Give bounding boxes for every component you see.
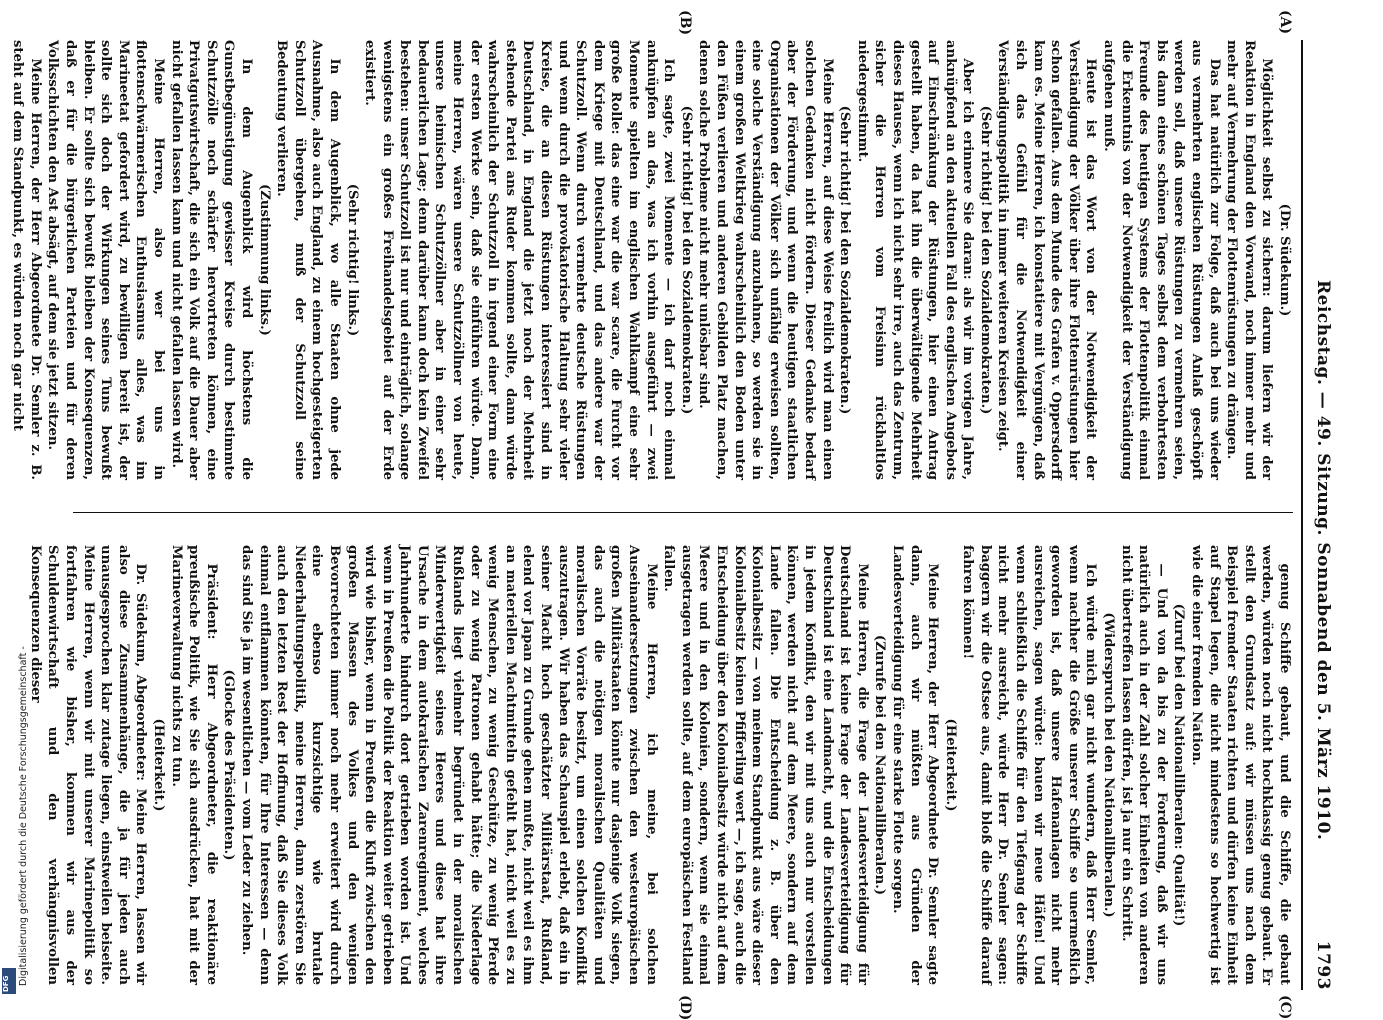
column-divider: [73, 512, 1293, 513]
margin-marker-a: (A): [1277, 10, 1293, 35]
paragraph: (Widerspruch bei den Nationalliberalen.): [1101, 612, 1117, 918]
paragraph: (Zuruf bei den Nationalliberalen: Qualität!): [1171, 603, 1187, 927]
paragraph: Meine Herren, also wer bei uns in flottenschwärmerischen Enthusiasmus alles, was im Marineetat gefordert wird, zu bewilligen bereit ist, der sollte sich doch der Wirkungen seines Tuns bewußt bleiben. Er sollte sich bewußt bleiben der Konsequenzen, daß er für die bürgerlichen Parteien und für deren Volksschichten den Ast absägt, auf dem sie jetzt sitzen.: [45, 40, 166, 480]
paragraph: (Sehr richtig! bei den Sozialdemokraten.): [837, 105, 853, 415]
paragraph: (Zustimmung links.): [256, 184, 272, 336]
paragraph: Meine Herren, der Herr Abgeordnete Dr. Semler z. B. steht auf dem Standpunkt, es würden noch gar nicht: [10, 40, 43, 480]
paragraph: Meine Herren, ich meine, bei solchen Auseinandersetzungen zwischen den westeuropäischen großen Militärstaaten könnte nur dasjenige Volk siegen, das auch die nötigen moralischen Qualitäten und moralischen Vorräte besitzt, um einen solchen Konflikt auszutragen. Wir haben das Schauspiel erlebt, daß ein in seiner Macht hoch geschätzter Militärstaat, Rußland, elend vor Japan zu Grunde gehen mußte, nicht weil es ihm an materiellen Machtmitteln gefehlt hat, nicht weil es zu wenig Menschen, zu wenig Geschütze, zu wenig Pferde oder zu wenig Patronen gehabt hätte; die Niederlage Rußlands liegt vielmehr begründet in der moralischen Minderwertigkeit seines Heeres und diese hat ihre Ursache in dem autokratischen Zarenregiment, welches Jahrhunderte hindurch dort getrieben worden ist. Und wenn in Preußen die Politik der Reaktion weiter getrieben wird wie bisher, wenn in Preußen die Kluft zwischen den großen Massen des Volkes und den wenigen Bevorrechteten immer noch mehr erweitert wird durch eine ebenso kurzsichtige wie brutale Niederhaltungspolitik, meine Herren, dann zerstören Sie auch den letzten Rest der Hoffnung, daß Sie dieses Volk einmal entflammen könnten, für Ihre Interessen — denn das sind Sie ja im wesentlichen — vom Leder zu ziehen.: [238, 545, 659, 985]
paragraph: Möglichkeit selbst zu sichern: darum liefern wir der Reaktion in England den Vorwand, noch immer mehr und mehr auf Vermehrung der Flottenrüstungen zu drängen.: [1224, 40, 1275, 480]
paragraph: Ich würde mich gar nicht wundern, daß Herr Semler, wenn nachher die Größe unserer Schiffe so unermeßlich geworden ist, daß unsere Hafenanlagen nicht mehr ausreichen, sagen würde: bauen wir neue Häfen! Und wenn schließlich die Schiffe für den Tiefgang der Schiffe nicht mehr ausreicht, würde Herr Dr. Semler sagen: baggern wir die Ostsee aus, damit bloß die Schiffe darauf fahren können!: [960, 545, 1099, 985]
paragraph: (Heiterkeit.): [151, 718, 166, 812]
header-title: Reichstag. — 49. Sitzung. Sonnabend den 5. März 1910.: [1313, 280, 1333, 841]
paragraph: (Heiterkeit.): [942, 718, 958, 812]
margin-marker-c: (C): [1277, 995, 1293, 1020]
paragraph: Meine Herren, auf diese Weise freilich wird man einen solchen Gedanken nicht fördern. Dieser Gedanke bedarf aber der Förderung, und wenn die heutigen staatlichen Organisationen der Völker sich unfähig erweisen sollten, eine solche Verständigung anzubahnen, so werden sie in einem großen Weltkrieg wahrscheinlich den Boden unter den Füßen verlieren und anderen Gebilden Platz machen, denen solche Probleme nicht mehr unlösbar sind.: [696, 40, 835, 480]
paragraph: genug Schiffe gebaut, und die Schiffe, die gebaut werden, würden noch nicht hochklassig genug gebaut. Er stellt den Grundsatz auf: wir müssen uns nach dem Beispiel fremder Staaten richten und dürfen keine Einheit auf Stapel legen, die nicht mindestens so hochwertig ist wie die einer fremden Nation.: [1189, 545, 1292, 985]
left-text-column: [9, 40, 1293, 480]
paragraph: Präsident: Herr Abgeordneter, die reaktionäre preußische Politik, wie Sie sich ausdrücken, hat mit der Marineverwaltung nichts zu tun.: [168, 545, 219, 985]
margin-marker-d: (D): [677, 995, 693, 1020]
header-rule: [1301, 40, 1303, 990]
paragraph: (Glocke des Präsidenten.): [221, 669, 237, 861]
paragraph: (Zurufe bei den Nationalliberalen.): [872, 634, 888, 896]
paragraph: Meine Herren, die Frage der Landesverteidigung für Deutschland ist keine Frage der Landesverteidigung für Deutschland ist eine Landmacht, und die Entscheidungen in jedem Konflikt, den wir mit uns auch nur vorstellen können, werden nicht auf dem Meere, sondern auf dem Lande fallen. Die Entscheidung z. B. über den Kolonialbesitz — von meinem Standpunkt aus wäre dieser Kolonialbesitz keinen Pfifferling wert —, ich sage, auch die Entscheidung über den Kolonialbesitz würde nicht auf dem Meere und in den Kolonien, sondern, wenn sie einmal ausgetragen werden sollte, auf dem europäischen Festland fallen.: [661, 545, 870, 986]
paragraph: Heute ist das Wort von der Notwendigkeit der Verständigung der Völker über ihre Flottenrüstungen hier schon gefallen. Aus dem Munde des Grafen v. Oppersdorff kam es. Meine Herren, ich konstatiere mit Vergnügen, daß sich das Gefühl für die Notwendigkeit einer Verständigungspolitik in immer weiteren Kreisen zeigt.: [995, 40, 1099, 480]
paragraph: Aber ich erinnere Sie daran: als wir im vorigen Jahre, anknüpfend an den aktuellen Fall des englischen Angebots auf Einschränkung der Rüstungen, hier einen Antrag gestellt haben, da hat ihn die überwältigende Mehrheit dieses Hauses, wenn ich nicht sehr irre, auch das Zentrum, sicher die Herren vom Freisinn rückhaltlos niedergestimmt.: [854, 40, 976, 480]
paragraph: In dem Augenblick, wo alle Staaten ohne jede Ausnahme, also auch England, zu einem hochgesteigerten Schutzzoll übergehen, muß der Schutzzoll seine Bedeutung verlieren.: [274, 40, 342, 480]
page-number: 1793: [1313, 940, 1333, 990]
paragraph: Ich sagte, zwei Momente — ich darf noch einmal anknüpfen an das, was ich vorhin ausgeführt — zwei Momente spielten im englischen Wahlkampf eine sehr große Rolle: das eine war die war scare, die Furcht vor dem Kriege mit Deutschland, und das andere war der Schutzzoll. Wenn durch vermehrte deutsche Rüstungen und wenn durch die provokatorische Haltung sehr vieler Kreise, die an diesen Rüstungen interessiert sind in Deutschland, in England die jetzt noch der Mehrheit stehende Partei ans Ruder kommen sollte, dann würde wahrscheinlich der Schutzzoll in irgend einer Form eine der ersten Werke sein, daß sie einführen würde. Dann, meine Herren, wären unsere Schutzzöllner von heute, unsere heimischen Schutzzöllner aber in einer sehr bedauerlichen Lage; denn darüber kann doch kein Zweifel bestehen: unser Schutzzoll ist nur und einträglich, solange wenigstens ein großes Freihandelsgebiet auf der Erde existiert.: [362, 40, 677, 480]
dfg-logo-text: DFG: [2, 975, 10, 992]
digitization-credit: Digitalisierung gefördert durch die Deutsche Forschungsgemeinschaft -: [18, 646, 29, 986]
paragraph: Meine Herren, der Herr Abgeordnete Dr. Semler sagte dann, auch wir müßten aus Gründen der Landesverteidigung für eine starke Flotte sorgen.: [889, 545, 941, 985]
paragraph: (Sehr richtig! links.): [344, 183, 360, 337]
paragraph: (Sehr richtig! bei den Sozialdemokraten.): [678, 105, 694, 415]
margin-marker-b: (B): [677, 10, 693, 36]
paragraph: — Und von da bis zu der Forderung, daß wir uns natürlich auch in der Zahl solcher Einheiten von anderen nicht übertreffen lassen dürfen, ist ja nur ein Schritt.: [1118, 545, 1169, 985]
paragraph: (Sehr richtig! bei den Sozialdemokraten.): [977, 105, 993, 415]
dfg-logo: [2, 968, 16, 994]
paragraph: Dr. Südekum, Abgeordneter: Meine Herren, lassen wir also diese Zusammenhänge, die ja für jeden auch unausgesprochen klar zutage liegen, einstweilen beiseite. Meine Herren, wenn wir mit unserer Marinepolitik so fortfahren wie bisher, kommen wir aus der Schuldenwirtschaft und den verhängnisvollen Konsequenzen dieser: [27, 545, 149, 985]
paragraph: Das hat natürlich zur Folge, daß auch bei uns wieder aus vermehrten englischen Rüstungen Anlaß geschöpft werden soll, daß unsere Rüstungen zu vermehren seien, bis dann eines schönen Tages selbst dem verbohrtesten Freunde des heutigen Systems der Flottenpolitik einmal die Erkenntnis von der Notwendigkeit der Verständigung aufgehen muß.: [1101, 40, 1222, 480]
paragraph: In dem Augenblick wird höchstens die Gunstbegünstigung gewisser Kreise durch bestimmte Schutzzölle noch schärfer hervortreten können, eine Privatgutswirtschaft, die sich ein Volk auf die Dauer aber nicht gefallen lassen kann und nicht gefallen lassen wird.: [168, 40, 254, 480]
right-text-column: [26, 545, 1293, 985]
paragraph: (Dr. Südekum.): [1277, 203, 1292, 317]
page-header: [1307, 40, 1333, 990]
